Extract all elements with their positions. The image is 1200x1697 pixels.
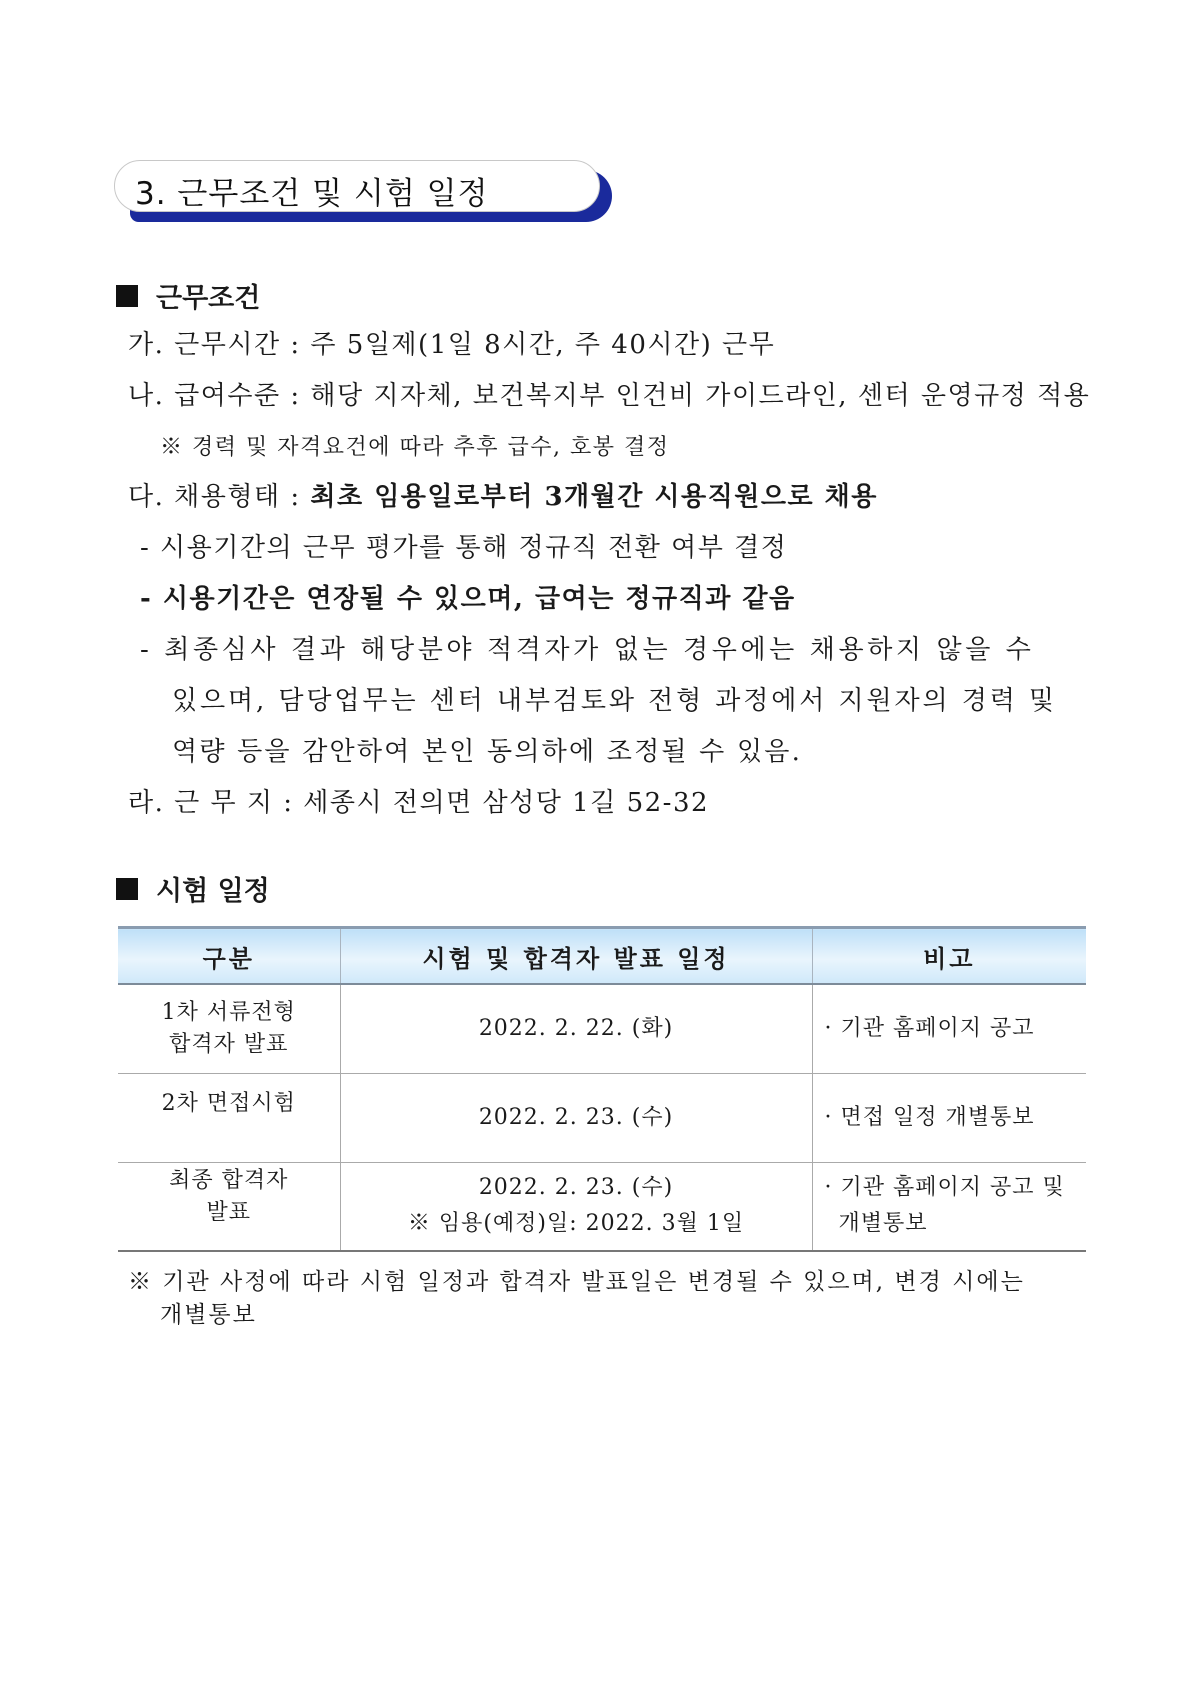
- header-schedule: 시험 및 합격자 발표 일정: [340, 928, 812, 985]
- employment-type: [128, 476, 878, 513]
- schedule-table: [118, 926, 1086, 1252]
- square-bullet-icon: [116, 285, 138, 307]
- header-category: 구분: [118, 928, 340, 985]
- table-header-row: [118, 928, 1086, 985]
- date-cell: [340, 1162, 812, 1251]
- probation-bullet-3-line3: 역량 등을 감안하여 본인 동의하에 조정될 수 있음.: [172, 737, 803, 767]
- stage-cell: [118, 1162, 340, 1251]
- date-line1: 2022. 2. 22. (화): [478, 1015, 674, 1041]
- table-row: [118, 1162, 1086, 1251]
- work-salary: 나. 급여수준 : 해당 지자체, 보건복지부 인건비 가이드라인, 센터 운영규정 적용: [128, 381, 1091, 411]
- stage-line1: 1차 서류전형: [161, 999, 296, 1025]
- stage-cell: [118, 984, 340, 1073]
- remark-line1: · 면접 일정 개별통보: [824, 1104, 1035, 1130]
- stage-line1: 최종 합격자: [169, 1168, 289, 1194]
- remark-cell: [812, 1073, 1086, 1162]
- date-cell: [340, 1073, 812, 1162]
- date-line1: 2022. 2. 23. (수): [478, 1104, 674, 1130]
- probation-bullet-3-line1: - 최종심사 결과 해당분야 적격자가 없는 경우에는 채용하지 않을 수: [140, 635, 1035, 665]
- footnote-line2: 개별통보: [160, 1302, 257, 1328]
- employment-value: 최초 임용일로부터 3개월간 시용직원으로 채용: [310, 482, 878, 512]
- probation-bullet-1: - 시용기간의 근무 평가를 통해 정규직 전환 여부 결정: [140, 533, 788, 563]
- remark-line1: · 기관 홈페이지 공고 및: [824, 1175, 1065, 1201]
- table-row: [118, 1073, 1086, 1162]
- work-location: 라. 근 무 지 : 세종시 전의면 삼성당 1길 52-32: [128, 788, 710, 818]
- employment-label: 다. 채용형태 :: [128, 482, 311, 512]
- schedule-heading: [116, 869, 270, 908]
- salary-note: ※ 경력 및 자격요건에 따라 추후 급수, 호봉 결정: [160, 435, 670, 460]
- date-line1: 2022. 2. 23. (수): [478, 1175, 674, 1201]
- remark-cell: [812, 1162, 1086, 1251]
- schedule-heading-text: 시험 일정: [156, 876, 270, 907]
- table-row: [118, 984, 1086, 1073]
- section-header: [114, 160, 612, 222]
- remark-line2: 개별통보: [838, 1211, 928, 1237]
- square-bullet-icon: [116, 878, 138, 900]
- remark-cell: [812, 984, 1086, 1073]
- work-hours: 가. 근무시간 : 주 5일제(1일 8시간, 주 40시간) 근무: [128, 330, 776, 360]
- probation-bullet-2: - 시용기간은 연장될 수 있으며, 급여는 정규직과 같음: [140, 584, 796, 614]
- header-remark: 비고: [812, 928, 1086, 985]
- section-title: 3. 근무조건 및 시험 일정: [135, 176, 489, 212]
- remark-line1: · 기관 홈페이지 공고: [824, 1015, 1035, 1041]
- section-header-pill: [114, 160, 600, 212]
- stage-cell: [118, 1073, 340, 1162]
- probation-bullet-3-line2: 있으며, 담당업무는 센터 내부검토와 전형 과정에서 지원자의 경력 및: [172, 686, 1057, 716]
- date-line2: ※ 임용(예정)일: 2022. 3월 1일: [407, 1211, 745, 1237]
- work-heading-text: 근무조건: [156, 283, 261, 314]
- stage-line2: 발표: [206, 1200, 251, 1226]
- stage-line2: 합격자 발표: [169, 1031, 289, 1057]
- stage-line1: 2차 면접시험: [161, 1090, 296, 1116]
- footnote-line1: ※ 기관 사정에 따라 시험 일정과 합격자 발표일은 변경될 수 있으며, 변경 시에는: [128, 1269, 1025, 1295]
- work-heading: [116, 276, 260, 315]
- date-cell: [340, 984, 812, 1073]
